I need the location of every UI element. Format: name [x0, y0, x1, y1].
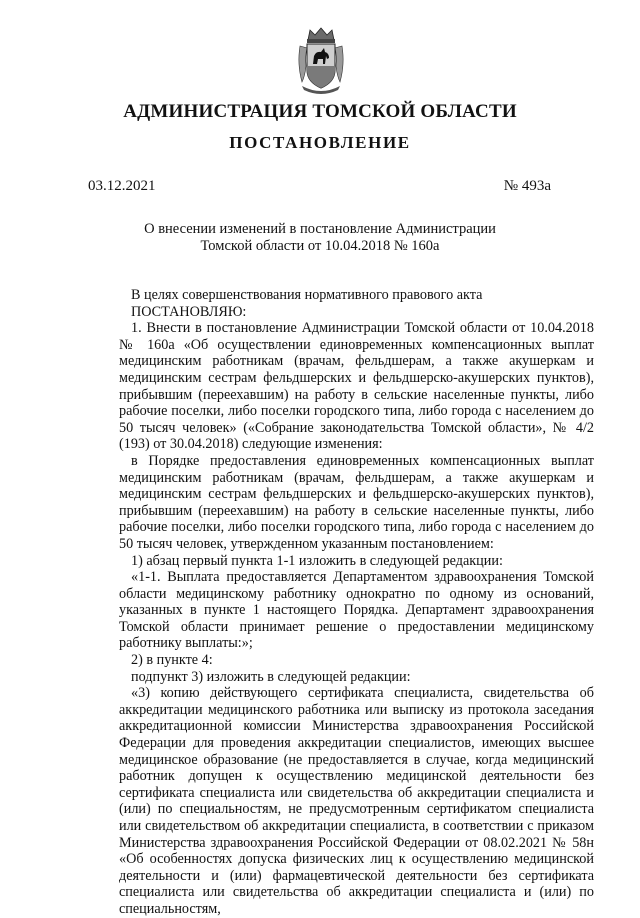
- body-paragraph: 1. Внести в постановление Администрации Томской области от 10.04.2018 № 160а «Об осуществлении единовременных компенсационных выплат медицинским работникам (врачам, фельдшерам, а также акушеркам и медицинским сестрам фельдшерских и фельдшерско-акушерских пунктов), прибывшим (переехавшим) на работу в сельские населенные пункты, либо рабочие поселки, либо поселки городского типа, либо города с населением до 50 тысяч человек» («Собрание законодательства Томской области», № 4/2 (193) от 30.04.2018) следующие изменения:: [119, 320, 594, 453]
- subject-line: Томской области от 10.04.2018 № 160а: [200, 238, 440, 254]
- body-paragraph: подпункт 3) изложить в следующей редакции:: [131, 668, 411, 685]
- tomsk-oblast-coat-of-arms-icon: [296, 26, 346, 96]
- body-paragraph: 2) в пункте 4:: [131, 652, 213, 669]
- body-paragraph: 1) абзац первый пункта 1-1 изложить в следующей редакции:: [131, 552, 503, 569]
- document-body: [119, 287, 594, 918]
- body-paragraph: в Порядке предоставления единовременных компенсационных выплат медицинским работникам (врачам, фельдшерам, а также акушеркам и медицинским сестрам фельдшерских и фельдшерско-акушерских пунктов), прибывшим (переехавшим) на работу в сельские населенные пункты, либо рабочие поселки, либо поселки городского типа, либо города с населением до 50 тысяч человек, утвержденном указанным постановлением:: [119, 452, 594, 552]
- organization-name: АДМИНИСТРАЦИЯ ТОМСКОЙ ОБЛАСТИ: [123, 101, 517, 122]
- document-number: № 493а: [503, 178, 551, 194]
- document-type: ПОСТАНОВЛЕНИЕ: [229, 133, 411, 152]
- document-subject: [0, 221, 640, 255]
- body-paragraph: «1-1. Выплата предоставляется Департаментом здравоохранения Томской области медицинскому работнику однократно по одному из оснований, указанных в пункте 1 настоящего Порядка. Департамент здравоохранения Томской области принимает решение о предоставлении медицинскому работнику выплаты:»;: [119, 569, 594, 652]
- subject-line: О внесении изменений в постановление Администрации: [144, 221, 496, 237]
- body-paragraph: «3) копию действующего сертификата специалиста, свидетельства об аккредитации медицинского работника или выписку из протокола заседания аккредитационной комиссии Министерства здравоохранения Российской Федерации для проведения аккредитации специалистов, имеющих высшее медицинское образование (не предоставляется в случае, когда медицинский работник допущен к осуществлению медицинской деятельности без сертификата специалиста или свидетельства об аккредитации специалиста и (или) по специальностям, не предусмотренным сертификатом специалиста или свидетельством об аккредитации специалиста, в соответствии с приказом Министерства здравоохранения Российской Федерации от 08.02.2021 № 58н «Об особенностях допуска физических лиц к осуществлению медицинской деятельности и (или) фармацевтической деятельности без сертификата специалиста или свидетельства об аккредитации специалиста и (или) по специальностям,: [119, 685, 594, 917]
- body-paragraph: ПОСТАНОВЛЯЮ:: [131, 303, 247, 320]
- body-paragraph: В целях совершенствования нормативного правового акта: [131, 287, 483, 303]
- document-date: 03.12.2021: [88, 178, 156, 194]
